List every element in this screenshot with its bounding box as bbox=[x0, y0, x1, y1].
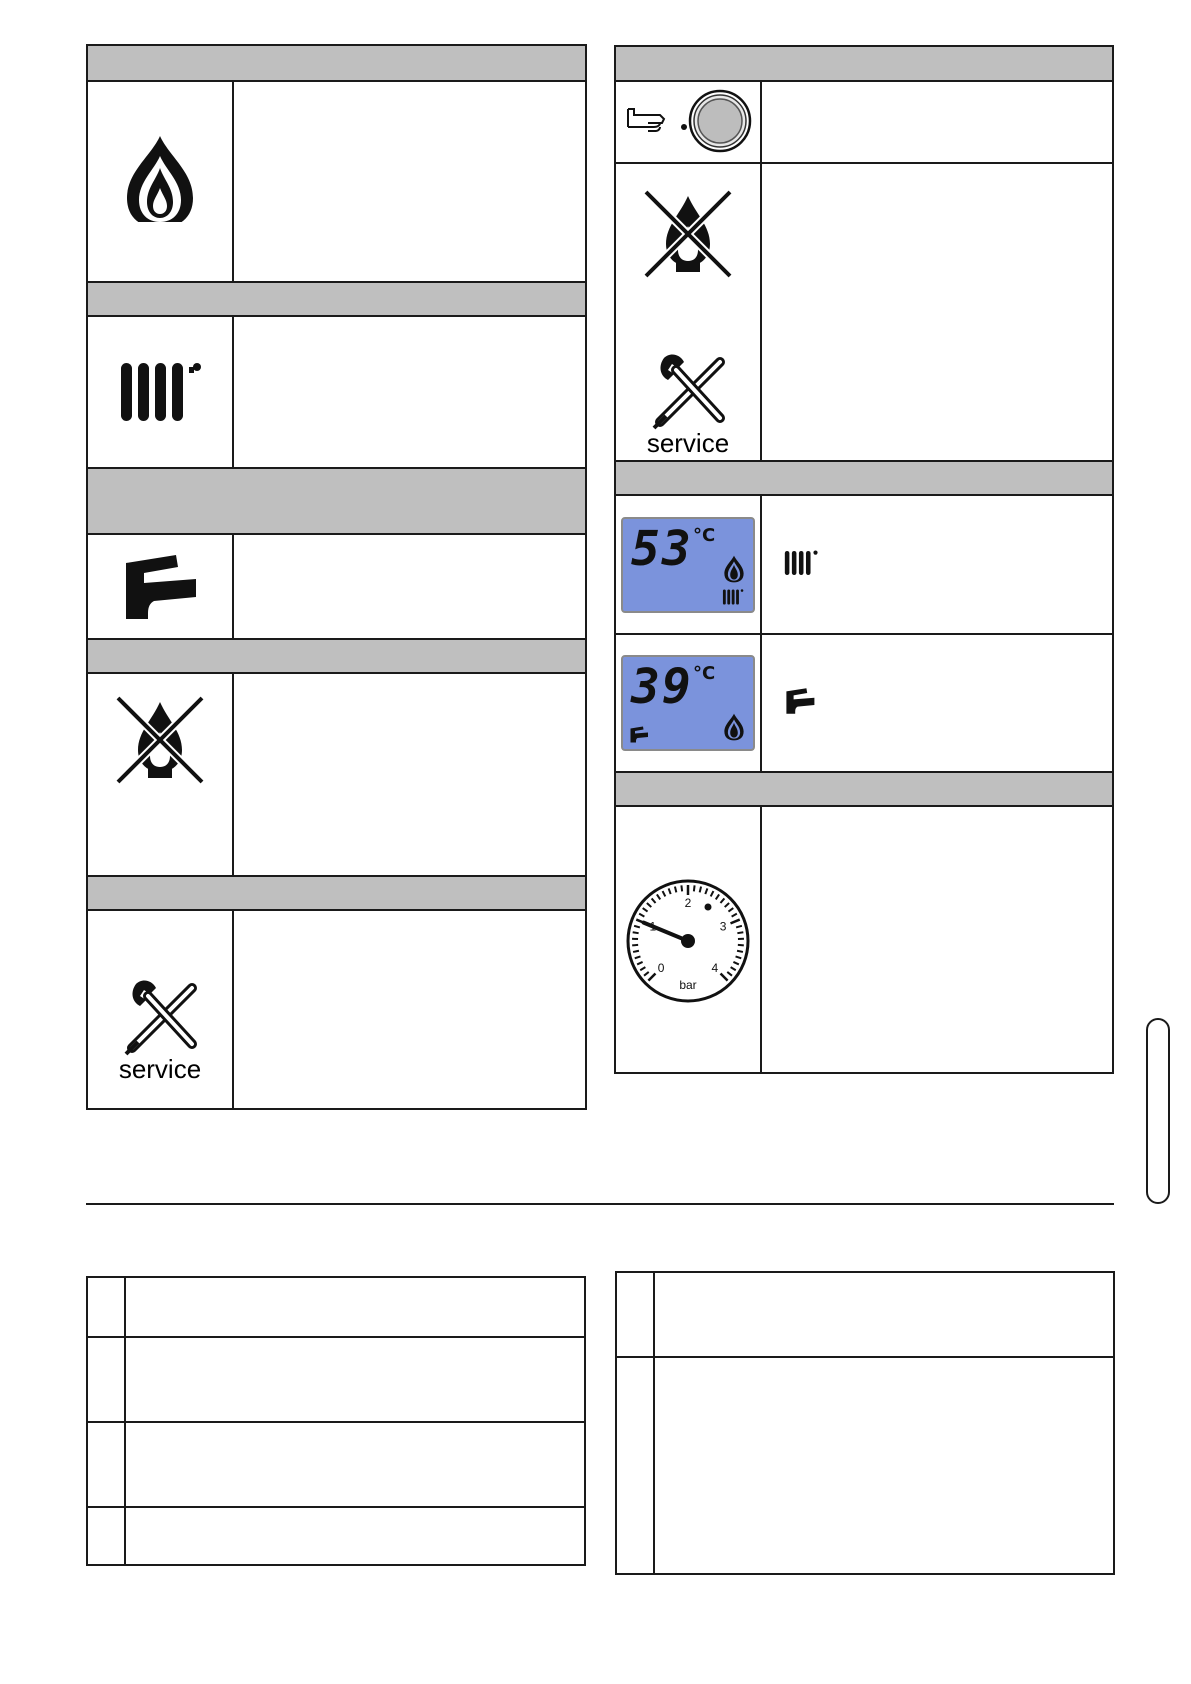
section-header-flame bbox=[88, 46, 585, 82]
tap-icon bbox=[784, 687, 816, 715]
gauge-tick bbox=[675, 886, 676, 892]
section-header-flame-failure bbox=[88, 640, 585, 674]
table-row bbox=[617, 1273, 1113, 1358]
gauge-tick bbox=[633, 950, 639, 951]
icon-cell bbox=[616, 164, 762, 460]
table-row bbox=[88, 1423, 584, 1508]
description-cell bbox=[762, 82, 1112, 162]
lcd-temperature: 53 bbox=[631, 520, 693, 577]
gauge-tick-label: 4 bbox=[711, 960, 719, 975]
icon-cell bbox=[88, 317, 234, 467]
no-flame-icon bbox=[114, 694, 206, 786]
lcd-unit: °C bbox=[693, 663, 716, 684]
row-radiator bbox=[88, 317, 585, 469]
tap-icon bbox=[120, 553, 200, 621]
flame-icon bbox=[723, 713, 745, 741]
row-reset-button bbox=[616, 82, 1112, 164]
number-cell bbox=[88, 1423, 126, 1506]
gauge-tick bbox=[737, 932, 743, 933]
bottom-left-table bbox=[86, 1276, 586, 1566]
table-row bbox=[88, 1338, 584, 1423]
number-cell bbox=[617, 1273, 655, 1356]
icon-cell bbox=[616, 82, 762, 162]
side-tab bbox=[1146, 1018, 1170, 1204]
flame-icon bbox=[123, 134, 197, 230]
icon-cell bbox=[88, 82, 234, 281]
number-cell bbox=[617, 1358, 655, 1575]
gauge-tick bbox=[737, 950, 743, 951]
number-cell bbox=[88, 1278, 126, 1336]
section-header-display bbox=[616, 462, 1112, 496]
bottom-right-table bbox=[615, 1271, 1115, 1575]
number-cell bbox=[88, 1338, 126, 1421]
section-header-service bbox=[88, 877, 585, 911]
section-header-reset bbox=[616, 47, 1112, 82]
lcd-temperature: 39 bbox=[631, 659, 693, 715]
service-icon bbox=[646, 352, 730, 430]
tap-icon bbox=[629, 726, 649, 743]
row-no-flame bbox=[88, 674, 585, 877]
row-display-heating bbox=[616, 496, 1112, 635]
radiator-icon bbox=[784, 550, 818, 576]
gauge-tick-label: 0 bbox=[657, 960, 665, 975]
row-service bbox=[88, 911, 585, 1110]
table-row bbox=[88, 1508, 584, 1566]
radiator-icon bbox=[119, 361, 201, 423]
icon-cell bbox=[616, 807, 762, 1074]
description-cell bbox=[762, 807, 1112, 1074]
description-cell bbox=[762, 635, 1112, 771]
flame-icon bbox=[723, 555, 745, 583]
description-cell bbox=[762, 164, 1112, 460]
pressure-gauge-icon bbox=[626, 879, 750, 1003]
description-cell bbox=[234, 535, 585, 638]
service-icon bbox=[118, 978, 202, 1056]
no-flame-icon bbox=[642, 188, 734, 280]
lcd-display-heating bbox=[621, 517, 755, 613]
row-tap bbox=[88, 535, 585, 640]
description-cell bbox=[762, 496, 1112, 633]
icon-cell bbox=[616, 496, 762, 633]
description-cell bbox=[234, 674, 585, 875]
row-display-hot-water bbox=[616, 635, 1112, 773]
description-cell bbox=[234, 82, 585, 281]
service-label: service bbox=[646, 428, 730, 458]
gauge-tick-label: 2 bbox=[684, 895, 692, 910]
number-cell bbox=[88, 1508, 126, 1566]
lcd-unit: °C bbox=[693, 524, 716, 546]
row-flame bbox=[88, 82, 585, 283]
row-fault-service bbox=[616, 164, 1112, 462]
lcd-display-hot-water bbox=[621, 655, 755, 751]
gauge-tick bbox=[681, 885, 682, 891]
icon-cell bbox=[88, 911, 234, 1110]
radiator-icon bbox=[721, 589, 745, 605]
icon-cell bbox=[616, 635, 762, 771]
gauge-tick-label: 3 bbox=[719, 918, 727, 933]
left-symbol-table bbox=[86, 44, 587, 1110]
right-symbol-table bbox=[614, 45, 1114, 1074]
reset-button-icon bbox=[624, 89, 752, 155]
row-pressure-gauge bbox=[616, 807, 1112, 1074]
service-label: service bbox=[118, 1054, 202, 1084]
description-cell bbox=[234, 317, 585, 467]
description-cell bbox=[234, 911, 585, 1110]
gauge-unit: bar bbox=[679, 977, 697, 992]
section-header-heating bbox=[88, 283, 585, 317]
icon-cell bbox=[88, 535, 234, 638]
icon-cell bbox=[88, 674, 234, 875]
section-header-hot-water bbox=[88, 469, 585, 535]
gauge-tick bbox=[694, 885, 695, 891]
section-header-pressure bbox=[616, 773, 1112, 807]
table-row bbox=[617, 1358, 1113, 1575]
section-divider bbox=[86, 1203, 1114, 1205]
gauge-tick bbox=[633, 932, 639, 933]
table-row bbox=[88, 1278, 584, 1338]
gauge-tick bbox=[700, 886, 701, 892]
